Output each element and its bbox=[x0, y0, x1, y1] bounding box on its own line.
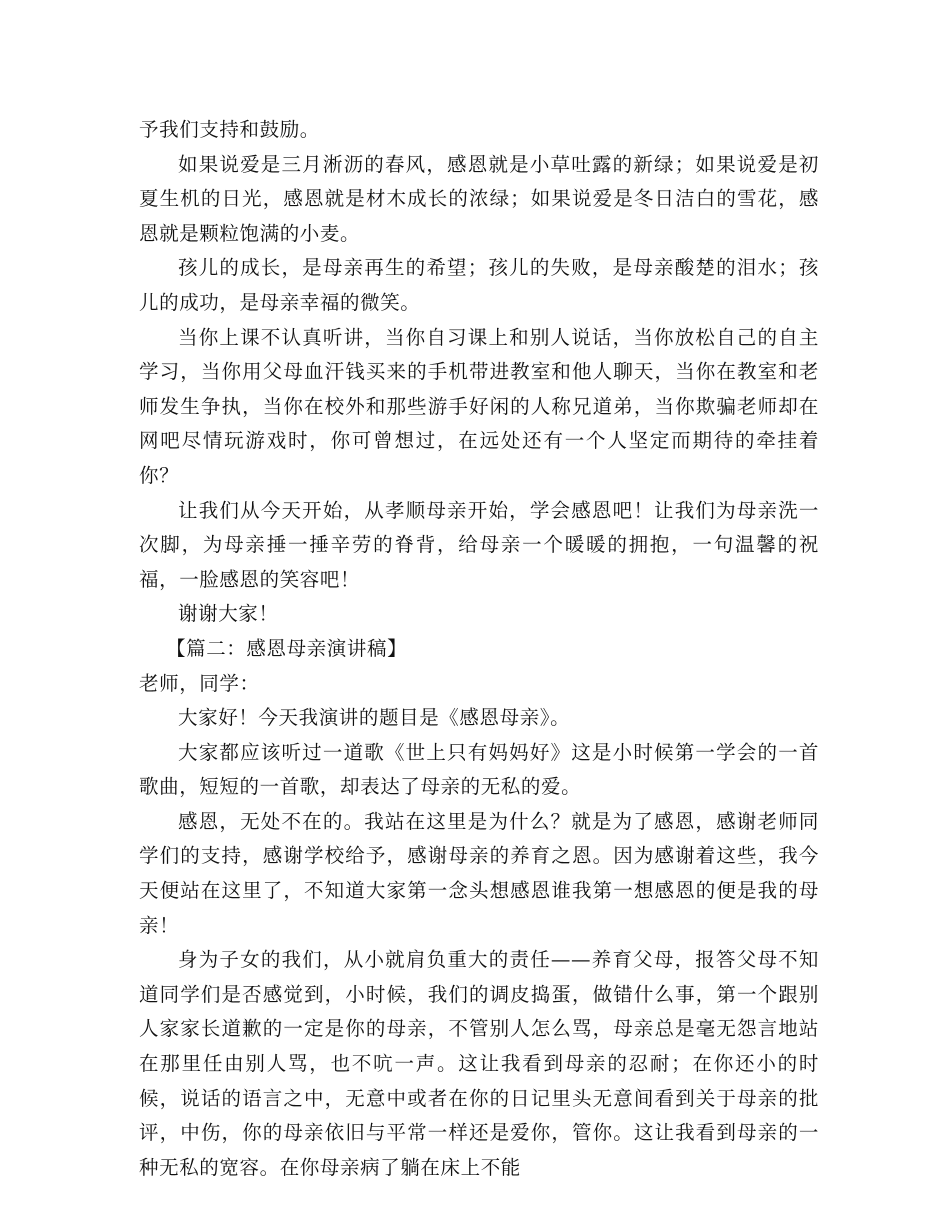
paragraph-continuation: 予我们支持和鼓励。 bbox=[139, 118, 320, 141]
paragraph-when-you: 当你上课不认真听讲，当你自习课上和别人说话，当你放松自己的自主学习，当你用父母血汗钱买来的手机带进教室和他人聊天，当你在教室和老师发生争执，当你在校外和那些游手好闲的人称兄道弟，当你欺骗老师却在网吧尽情玩游戏时，你可曾想过，在远处还有一个人坚定而期待的牵挂着你？ bbox=[139, 325, 819, 487]
section-heading: 【篇二：感恩母亲演讲稿】 bbox=[166, 636, 408, 660]
paragraph-spring-wind: 如果说爱是三月淅沥的春风，感恩就是小草吐露的新绿；如果说爱是初夏生机的日光，感恩就是材木成长的浓绿；如果说爱是冬日洁白的雪花，感恩就是颗粒饱满的小麦。 bbox=[139, 152, 819, 245]
paragraph-gratitude-everywhere: 感恩，无处不在的。我站在这里是为什么？就是为了感恩，感谢老师同学们的支持，感谢学校给予，感谢母亲的养育之恩。因为感谢着这些，我今天便站在这里了，不知道大家第一念头想感恩谁我第一想感恩的便是我的母亲！ bbox=[139, 809, 819, 937]
paragraph-children-duty: 身为子女的我们，从小就肩负重大的责任——养育父母，报答父母不知道同学们是否感觉到，小时候，我们的调皮捣蛋，做错什么事，第一个跟别人家家长道歉的一定是你的母亲，不管别人怎么骂，母亲总是毫无怨言地站在那里任由别人骂，也不吭一声。这让我看到母亲的忍耐；在你还小的时候，说话的语言之中，无意中或者在你的日记里头无意间看到关于母亲的批评，中伤，你的母亲依旧与平常一样还是爱你，管你。这让我看到母亲的一种无私的宽容。在你母亲病了躺在床上不能 bbox=[139, 948, 819, 1179]
paragraph-greeting: 大家好！今天我演讲的题目是《感恩母亲》。 bbox=[178, 706, 571, 730]
paragraph-let-us-start: 让我们从今天开始，从孝顺母亲开始，学会感恩吧！让我们为母亲洗一次脚，为母亲捶一捶辛劳的脊背，给母亲一个暖暖的拥抱，一句温馨的祝福，一脸感恩的笑容吧！ bbox=[139, 498, 819, 591]
paragraph-child-growth: 孩儿的成长，是母亲再生的希望；孩儿的失败，是母亲酸楚的泪水；孩儿的成功，是母亲幸福的微笑。 bbox=[139, 256, 819, 314]
paragraph-song: 大家都应该听过一道歌《世上只有妈妈好》这是小时候第一学会的一首歌曲，短短的一首歌，却表达了母亲的无私的爱。 bbox=[139, 740, 819, 799]
paragraph-thanks: 谢谢大家！ bbox=[178, 602, 279, 626]
document-body bbox=[139, 113, 819, 1185]
salutation: 老师，同学： bbox=[139, 671, 260, 695]
